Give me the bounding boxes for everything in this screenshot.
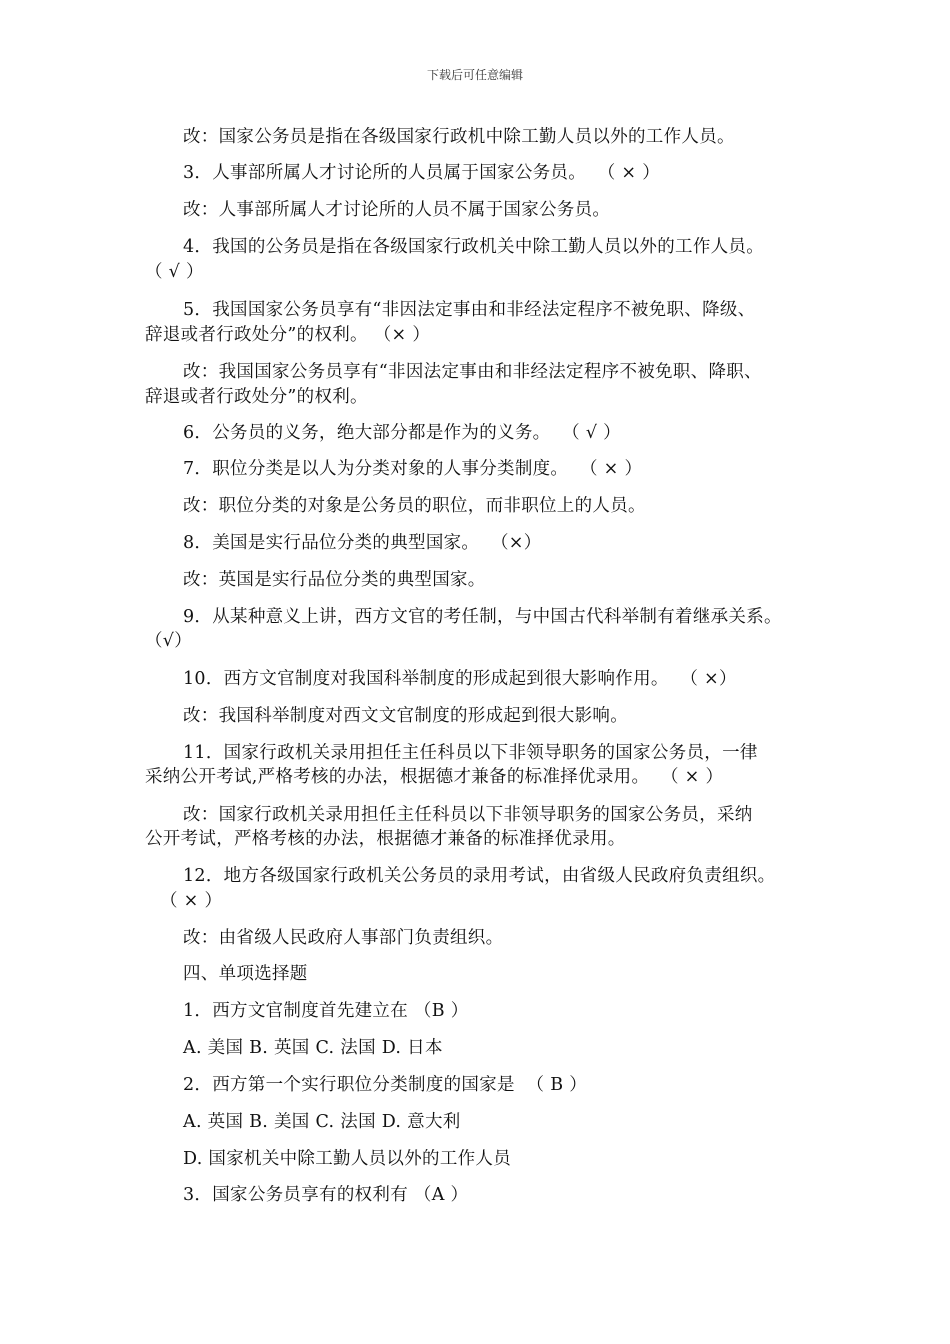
page-header: 下载后可任意编辑 [426,68,523,82]
text-line: 8．美国是实行品位分类的典型国家。 （×） [183,533,542,553]
text-line: 6．公务员的义务，绝大部分都是作为的义务。 （ √ ） [183,423,621,443]
text-line: 5．我国国家公务员享有“非因法定事由和非经法定程序不被免职、降级、 [183,300,756,320]
text-line: 公开考试，严格考核的办法，根据德才兼备的标准择优录用。 [145,829,626,849]
text-line: （ √ ） [145,262,204,282]
text-line: 4．我国的公务员是指在各级国家行政机关中除工勤人员以外的工作人员。 [183,237,765,257]
text-line: （√） [145,631,193,651]
text-line: 改：国家公务员是指在各级国家行政机中除工勤人员以外的工作人员。 [183,127,735,147]
text-line: 7．职位分类是以人为分类对象的人事分类制度。 （ × ） [183,459,643,479]
text-line: 改：我国科举制度对西文文官制度的形成起到很大影响。 [183,706,628,726]
text-line: 改：职位分类的对象是公务员的职位，而非职位上的人员。 [183,496,646,516]
text-line: A. 美国 B. 英国 C. 法国 D. 日本 [183,1038,443,1058]
text-line: （ × ） [160,891,223,911]
text-line: 改：人事部所属人才讨论所的人员不属于国家公务员。 [183,200,611,220]
text-line: D. 国家机关中除工勤人员以外的工作人员 [183,1149,512,1169]
text-line: A. 英国 B. 美国 C. 法国 D. 意大利 [183,1112,461,1132]
text-line: 1．西方文官制度首先建立在 （B ） [183,1001,469,1021]
text-line: 改：国家行政机关录用担任主任科员以下非领导职务的国家公务员，采纳 [183,805,753,825]
text-line: 3．国家公务员享有的权利有 （A ） [183,1185,469,1205]
text-line: 10．西方文官制度对我国科举制度的形成起到很大影响作用。 （ ×） [183,669,737,689]
text-line: 11．国家行政机关录用担任主任科员以下非领导职务的国家公务员，一律 [183,743,758,763]
text-line: 2．西方第一个实行职位分类制度的国家是 （ B ） [183,1075,588,1095]
text-line: 改：英国是实行品位分类的典型国家。 [183,570,486,590]
text-line: 9．从某种意义上讲，西方文官的考任制，与中国古代科举制有着继承关系。 [183,607,782,627]
text-line: 12．地方各级国家行政机关公务员的录用考试，由省级人民政府负责组织。 [183,866,776,886]
text-line: 改：我国国家公务员享有“非因法定事由和非经法定程序不被免职、降职、 [183,362,762,382]
text-line: 3．人事部所属人才讨论所的人员属于国家公务员。 （ × ） [183,163,661,183]
text-line: 辞退或者行政处分”的权利。 [145,387,368,407]
text-line: 改：由省级人民政府人事部门负责组织。 [183,928,504,948]
section-heading: 四、单项选择题 [183,964,308,984]
text-line: 辞退或者行政处分”的权利。 （× ） [145,325,431,345]
text-line: 采纳公开考试,严格考核的办法，根据德才兼备的标准择优录用。 （ × ） [145,767,724,787]
